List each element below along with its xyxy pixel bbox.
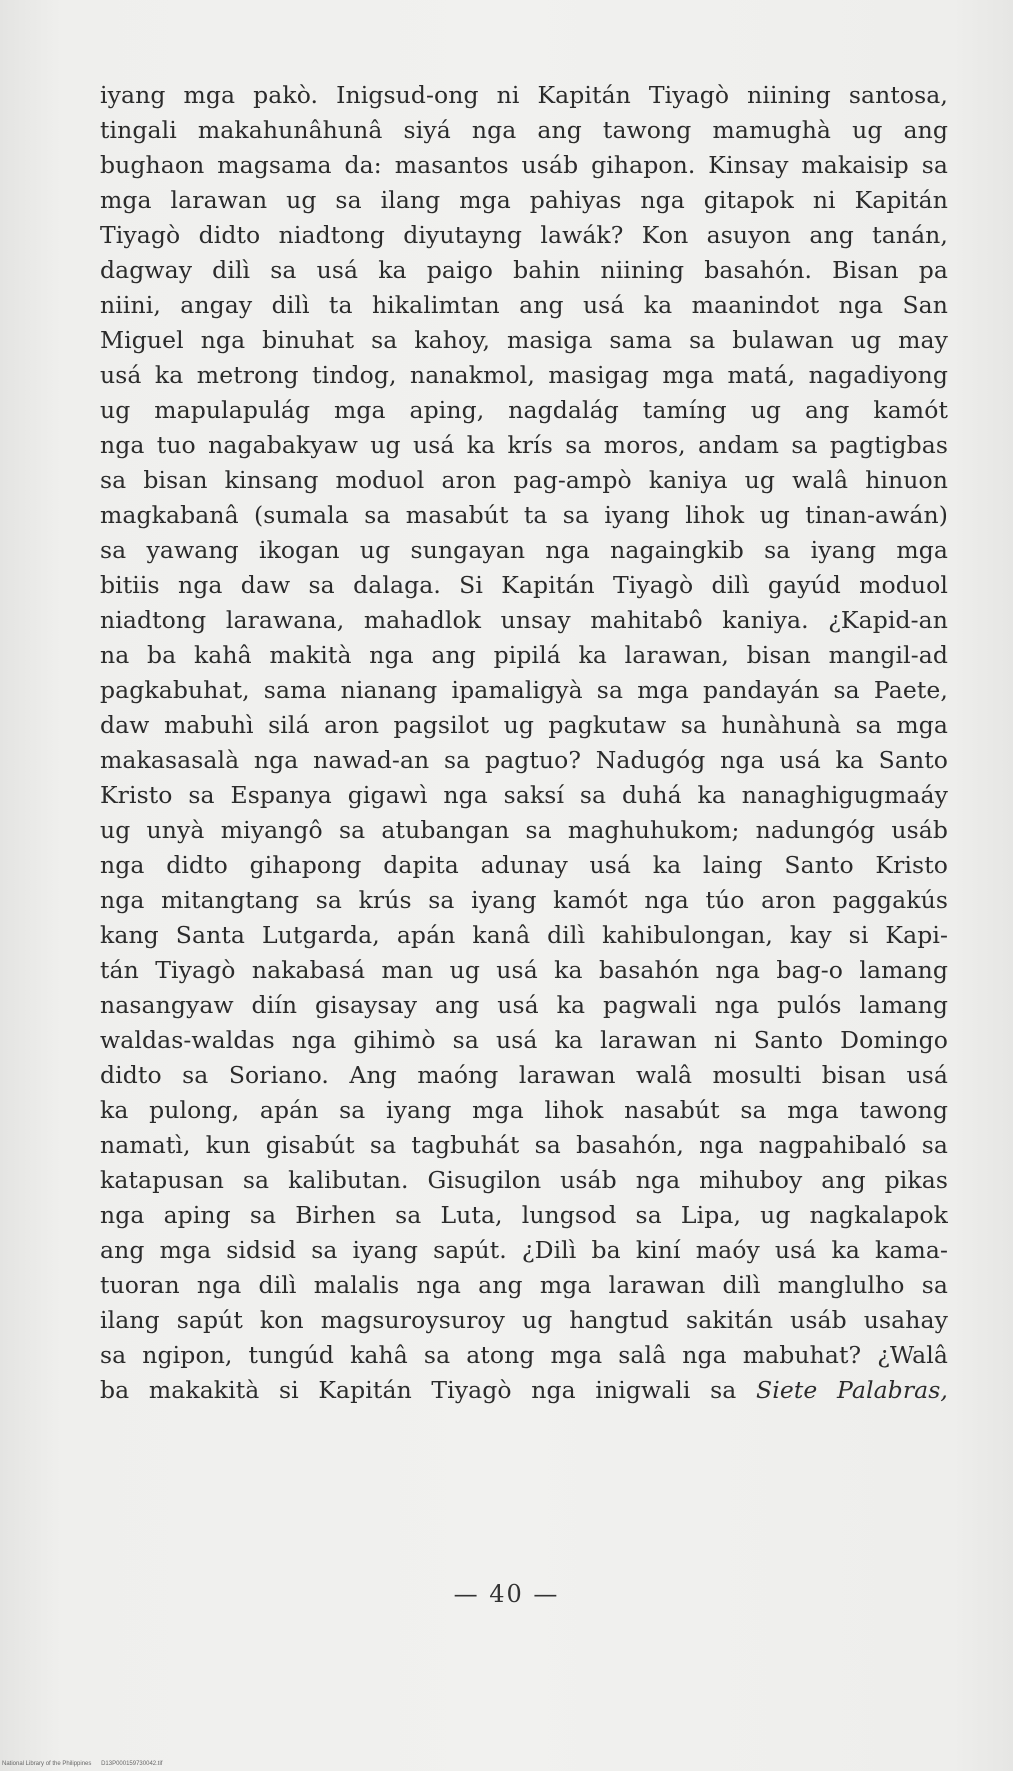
text-line-last-prefix: ba makakità si Kapitán Tiyagò nga inigwali sa bbox=[100, 1376, 757, 1404]
scan-code: D13P000159730042.tif bbox=[101, 1761, 163, 1767]
text-line: niini, angay dilì ta hikalimtan ang usá ka maanindot nga San bbox=[100, 291, 948, 319]
text-line: dagway dilì sa usá ka paigo bahin niining basahón. Bisan pa bbox=[100, 256, 948, 284]
body-text bbox=[100, 78, 948, 1408]
text-line: didto sa Soriano. Ang maóng larawan walâ mosulti bisan usá bbox=[100, 1061, 948, 1089]
text-line: makasasalà nga nawad-an sa pagtuo? Nadugóg nga usá ka Santo bbox=[100, 746, 948, 774]
text-line: iyang mga pakò. Inigsud-ong ni Kapitán Tiyagò niining santosa, bbox=[100, 81, 948, 109]
text-line: ka pulong, apán sa iyang mga lihok nasabút sa mga tawong bbox=[100, 1096, 948, 1124]
library-credit: National Library of the Philippines bbox=[2, 1761, 92, 1767]
page-number: — 40 — bbox=[453, 1580, 560, 1608]
text-line: kang Santa Lutgarda, apán kanâ dilì kahibulongan, kay si Kapi- bbox=[100, 921, 948, 949]
text-line: nasangyaw diín gisaysay ang usá ka pagwali nga pulós lamang bbox=[100, 991, 948, 1019]
text-line: ang mga sidsid sa iyang sapút. ¿Dilì ba kiní maóy usá ka kama- bbox=[100, 1236, 948, 1264]
text-line: usá ka metrong tindog, nanakmol, masigag mga matá, nagadiyong bbox=[100, 361, 948, 389]
text-line: na ba kahâ makità nga ang pipilá ka larawan, bisan mangil-ad bbox=[100, 641, 948, 669]
text-line: nga mitangtang sa krús sa iyang kamót nga túo aron paggakús bbox=[100, 886, 948, 914]
text-line: ilang sapút kon magsuroysuroy ug hangtud sakitán usáb usahay bbox=[100, 1306, 948, 1334]
text-line: waldas-waldas nga gihimò sa usá ka larawan ni Santo Domingo bbox=[100, 1026, 948, 1054]
text-line: Miguel nga binuhat sa kahoy, masiga sama sa bulawan ug may bbox=[100, 326, 948, 354]
text-line: mga larawan ug sa ilang mga pahiyas nga gitapok ni Kapitán bbox=[100, 186, 948, 214]
text-line: bughaon magsama da: masantos usáb gihapon. Kinsay makaisip sa bbox=[100, 151, 948, 179]
text-line: sa bisan kinsang moduol aron pag-ampò kaniya ug walâ hinuon bbox=[100, 466, 948, 494]
text-line: nga tuo nagabakyaw ug usá ka krís sa moros, andam sa pagtigbas bbox=[100, 431, 948, 459]
text-line: Kristo sa Espanya gigawì nga saksí sa duhá ka nanaghigugmaáy bbox=[100, 781, 948, 809]
text-line-last bbox=[100, 1373, 948, 1408]
text-line: daw mabuhì silá aron pagsilot ug pagkutaw sa hunàhunà sa mga bbox=[100, 711, 948, 739]
text-line: tuoran nga dilì malalis nga ang mga larawan dilì manglulho sa bbox=[100, 1271, 948, 1299]
text-line: katapusan sa kalibutan. Gisugilon usáb nga mihuboy ang pikas bbox=[100, 1166, 948, 1194]
italic-title: Siete Palabras, bbox=[756, 1376, 948, 1404]
text-line: niadtong larawana, mahadlok unsay mahitabô kaniya. ¿Kapid-an bbox=[100, 606, 948, 634]
text-line: bitiis nga daw sa dalaga. Si Kapitán Tiyagò dilì gayúd moduol bbox=[100, 571, 948, 599]
text-line: sa yawang ikogan ug sungayan nga nagaingkib sa iyang mga bbox=[100, 536, 948, 564]
text-line: ug mapulapulág mga aping, nagdalág tamíng ug ang kamót bbox=[100, 396, 948, 424]
text-line: magkabanâ (sumala sa masabút ta sa iyang lihok ug tinan-awán) bbox=[100, 501, 948, 529]
text-line: tán Tiyagò nakabasá man ug usá ka basahón nga bag-o lamang bbox=[100, 956, 948, 984]
text-line: nga aping sa Birhen sa Luta, lungsod sa Lipa, ug nagkalapok bbox=[100, 1201, 948, 1229]
text-line: tingali makahunâhunâ siyá nga ang tawong mamughà ug ang bbox=[100, 116, 948, 144]
text-line: sa ngipon, tungúd kahâ sa atong mga salâ nga mabuhat? ¿Walâ bbox=[100, 1341, 948, 1369]
text-line: pagkabuhat, sama nianang ipamaligyà sa mga pandayán sa Paete, bbox=[100, 676, 948, 704]
text-line: namatì, kun gisabút sa tagbuhát sa basahón, nga nagpahibaló sa bbox=[100, 1131, 948, 1159]
scan-credit bbox=[2, 1761, 170, 1767]
text-line: nga didto gihapong dapita adunay usá ka laing Santo Kristo bbox=[100, 851, 948, 879]
text-line: Tiyagò didto niadtong diyutayng lawák? Kon asuyon ang tanán, bbox=[100, 221, 948, 249]
text-line: ug unyà miyangô sa atubangan sa maghuhukom; nadungóg usáb bbox=[100, 816, 948, 844]
